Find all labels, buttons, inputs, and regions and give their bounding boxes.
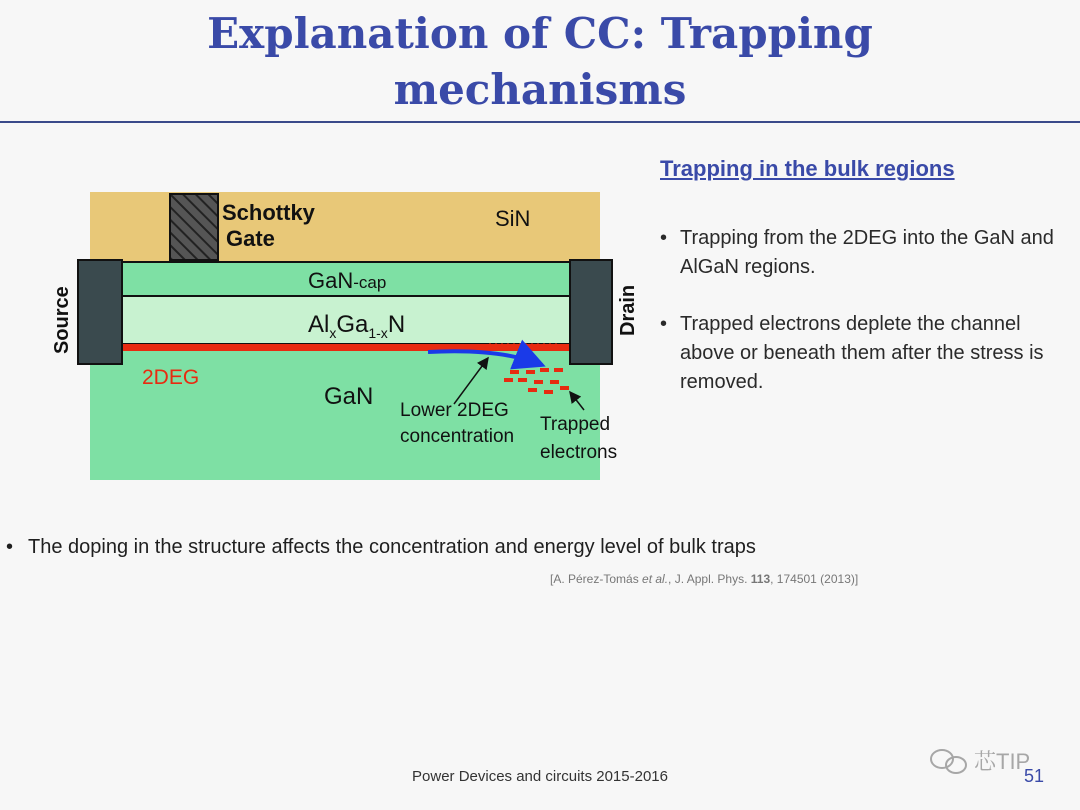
slide-title xyxy=(0,6,1080,118)
label-2deg: 2DEG xyxy=(142,366,200,389)
label-lower-2deg-line2: concentration xyxy=(400,426,515,447)
label-algan: $Al_xGa_{1-x}N$ xyxy=(308,311,406,341)
source-contact xyxy=(78,260,122,364)
bottom-bullet: • The doping in the structure affects the concentration and energy level of bulk traps xyxy=(6,536,756,558)
slide-footer: Power Devices and circuits 2015-2016 xyxy=(412,768,668,785)
label-gan-buffer: GaN xyxy=(324,383,374,410)
hemt-cross-section-diagram xyxy=(50,190,639,490)
label-schottky: Schottky xyxy=(222,200,315,225)
label-trapped-line1: Trapped xyxy=(540,414,611,435)
label-drain: Drain xyxy=(617,284,639,336)
slide-title-line2: mechanisms xyxy=(393,65,687,114)
label-sin: SiN xyxy=(495,206,531,231)
section-heading: Trapping in the bulk regions xyxy=(660,156,955,181)
label-source: Source xyxy=(51,286,73,354)
page-number: 51 xyxy=(1024,766,1045,786)
label-lower-2deg-line1: Lower 2DEG xyxy=(400,400,509,421)
bottom-bullet-text: The doping in the structure affects the concentration and energy level of bulk traps xyxy=(28,536,756,558)
bullet-item: • Trapping from the 2DEG into the GaN and AlGaN regions. xyxy=(658,224,1058,282)
watermark-text: 芯TIP xyxy=(974,749,1031,774)
drain-contact xyxy=(570,260,612,364)
label-trapped-line2: electrons xyxy=(540,442,618,463)
slide-title-line1: Explanation of CC: Trapping xyxy=(207,9,873,58)
schottky-gate-contact xyxy=(170,194,218,260)
bullet-list xyxy=(658,224,1058,397)
twodeg-channel xyxy=(120,344,572,351)
citation: [A. Pérez-Tomás et al., J. Appl. Phys. 113, 174501 (2013)] xyxy=(550,572,859,586)
label-gan-cap: GaN-cap xyxy=(308,268,387,293)
label-gate: Gate xyxy=(226,226,275,251)
title-divider xyxy=(0,121,1080,123)
right-text-panel xyxy=(658,156,1058,425)
bullet-item: • Trapped electrons deplete the channel above or beneath them after the stress is removed. xyxy=(658,310,1058,397)
